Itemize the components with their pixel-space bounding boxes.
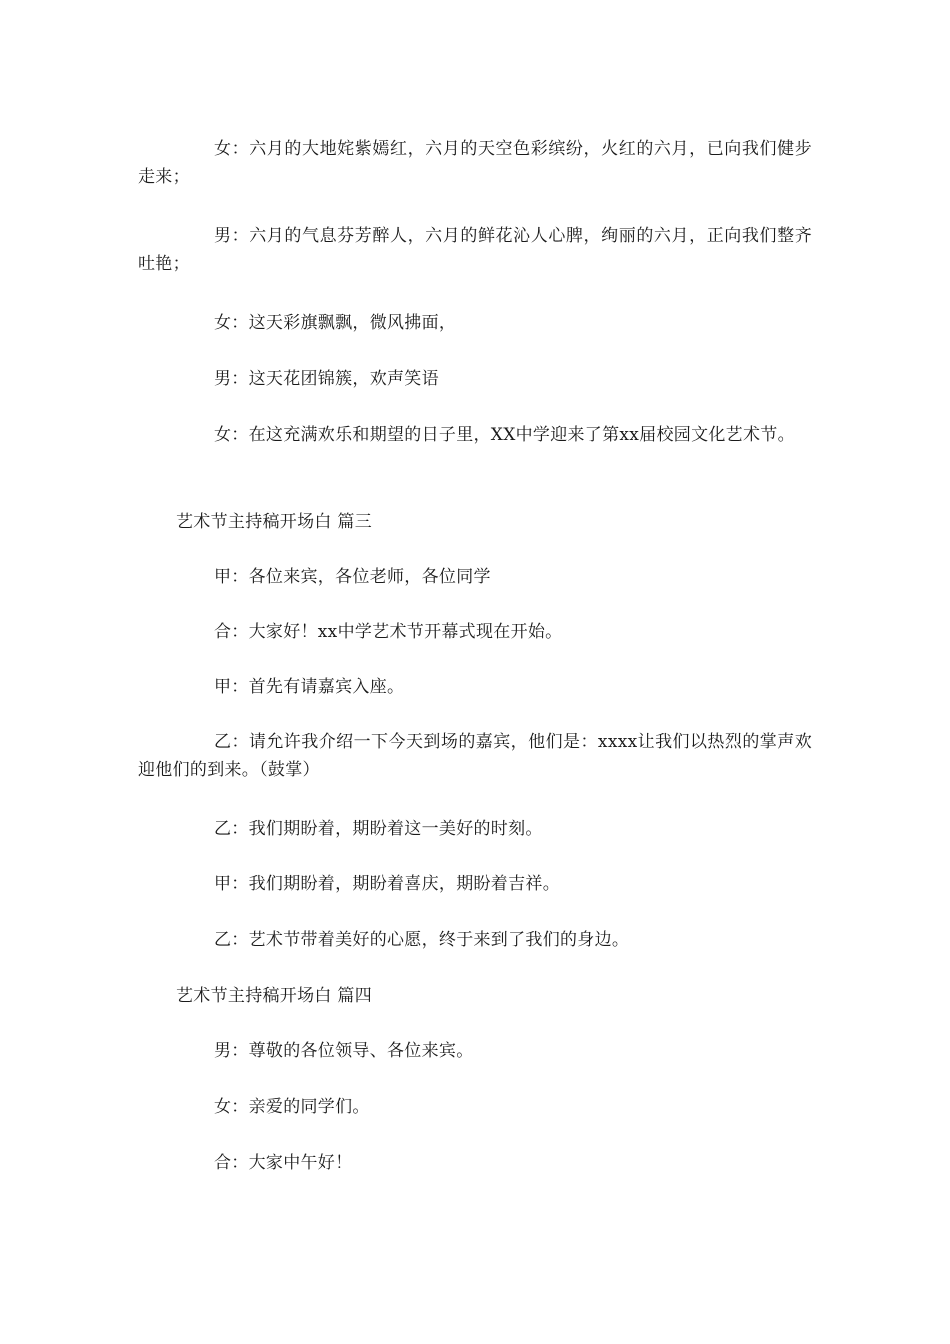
- paragraph-11: 甲：我们期盼着，期盼着喜庆，期盼着吉祥。: [214, 874, 560, 894]
- paragraph-10: 乙：我们期盼着，期盼着这一美好的时刻。: [214, 819, 543, 839]
- paragraph-4: 男：这天花团锦簇，欢声笑语: [214, 369, 439, 389]
- section-heading-4: 艺术节主持稿开场白 篇四: [176, 986, 373, 1006]
- paragraph-13: 男：尊敬的各位领导、各位来宾。: [214, 1041, 474, 1061]
- section-heading-3: 艺术节主持稿开场白 篇三: [176, 512, 373, 532]
- paragraph-14: 女：亲爱的同学们。: [214, 1097, 370, 1117]
- paragraph-1: 女：六月的大地姹紫嫣红，六月的天空色彩缤纷，火红的六月，已向我们健步走来；: [138, 139, 812, 187]
- paragraph-3: 女：这天彩旗飘飘，微风拂面，: [214, 313, 457, 333]
- paragraph-15: 合：大家中午好！: [214, 1153, 353, 1173]
- paragraph-8: 甲：首先有请嘉宾入座。: [214, 677, 405, 697]
- paragraph-7: 合：大家好！xx中学艺术节开幕式现在开始。: [214, 622, 563, 642]
- paragraph-12: 乙：艺术节带着美好的心愿，终于来到了我们的身边。: [214, 930, 630, 950]
- paragraph-2: 男：六月的气息芬芳醉人，六月的鲜花沁人心脾，绚丽的六月，正向我们整齐吐艳；: [138, 226, 812, 274]
- paragraph-6: 甲：各位来宾，各位老师，各位同学: [214, 567, 491, 587]
- paragraph-9: 乙：请允许我介绍一下今天到场的嘉宾，他们是：xxxx让我们以热烈的掌声欢迎他们的到来。（鼓掌）: [138, 732, 812, 780]
- paragraph-5: 女：在这充满欢乐和期望的日子里，XX中学迎来了第xx届校园文化艺术节。: [214, 425, 795, 445]
